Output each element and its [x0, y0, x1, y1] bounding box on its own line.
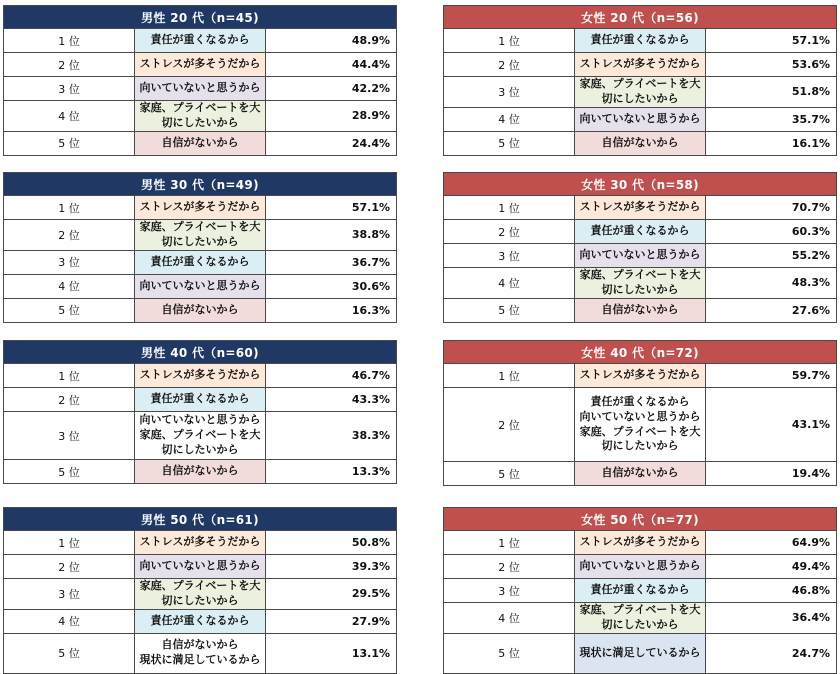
reason-cell: 家庭、プライベートを大切にしたいから — [575, 268, 706, 299]
table-title: 男性 20 代（n=45) — [4, 6, 397, 29]
table-row — [4, 364, 397, 388]
rank-cell: 3 位 — [4, 579, 135, 610]
percent-cell: 57.1% — [706, 29, 837, 53]
reason-cell: ストレスが多そうだから — [575, 364, 706, 388]
percent-cell: 70.7% — [706, 196, 837, 220]
table-row — [444, 107, 837, 131]
table-female-40s — [443, 340, 837, 486]
rank-cell: 2 位 — [444, 388, 575, 462]
table-row — [444, 77, 837, 108]
reason-cell: 現状に満足しているから — [575, 633, 706, 673]
reason-cell: 自信がないから — [135, 460, 266, 484]
percent-cell: 13.1% — [266, 633, 397, 673]
table-row — [4, 609, 397, 633]
rank-cell: 5 位 — [4, 298, 135, 322]
percent-cell: 64.9% — [706, 531, 837, 555]
table-male-50s — [3, 507, 397, 674]
rank-cell: 3 位 — [4, 250, 135, 274]
table-row — [4, 53, 397, 77]
reason-cell: 責任が重くなるから — [575, 29, 706, 53]
percent-cell: 60.3% — [706, 220, 837, 244]
rank-cell: 5 位 — [444, 298, 575, 322]
reason-cell: 責任が重くなるから — [575, 579, 706, 603]
reason-cell: 自信がないから — [575, 462, 706, 486]
reason-cell: 自信がないから — [575, 298, 706, 322]
percent-cell: 50.8% — [266, 531, 397, 555]
percent-cell: 24.7% — [706, 633, 837, 673]
percent-cell: 42.2% — [266, 77, 397, 101]
percent-cell: 39.3% — [266, 555, 397, 579]
table-row — [4, 29, 397, 53]
table-title: 女性 50 代（n=77) — [444, 508, 837, 531]
percent-cell: 48.3% — [706, 268, 837, 299]
table-row — [4, 555, 397, 579]
percent-cell: 36.7% — [266, 250, 397, 274]
rank-cell: 1 位 — [444, 196, 575, 220]
percent-cell: 53.6% — [706, 53, 837, 77]
rank-cell: 2 位 — [444, 220, 575, 244]
rank-cell: 2 位 — [444, 53, 575, 77]
rank-cell: 1 位 — [4, 29, 135, 53]
rank-cell: 5 位 — [4, 633, 135, 673]
reason-cell: ストレスが多そうだから — [135, 53, 266, 77]
table-row — [444, 531, 837, 555]
reason-cell: 家庭、プライベートを大切にしたいから — [135, 579, 266, 610]
rank-cell: 1 位 — [4, 196, 135, 220]
reason-cell: 向いていないと思うから 家庭、プライベートを大切にしたいから — [135, 412, 266, 460]
table-row — [444, 53, 837, 77]
reason-cell: ストレスが多そうだから — [575, 196, 706, 220]
percent-cell: 43.3% — [266, 388, 397, 412]
reason-cell: 向いていないと思うから — [135, 77, 266, 101]
percent-cell: 44.4% — [266, 53, 397, 77]
table-row — [4, 131, 397, 155]
table-title: 女性 20 代（n=56) — [444, 6, 837, 29]
table-row — [4, 531, 397, 555]
table-row — [444, 298, 837, 322]
rank-cell: 2 位 — [4, 555, 135, 579]
table-row — [444, 579, 837, 603]
rank-cell: 2 位 — [4, 388, 135, 412]
percent-cell: 16.3% — [266, 298, 397, 322]
reason-cell: 家庭、プライベートを大切にしたいから — [575, 77, 706, 108]
table-row — [4, 77, 397, 101]
percent-cell: 59.7% — [706, 364, 837, 388]
percent-cell: 16.1% — [706, 131, 837, 155]
rank-cell: 1 位 — [444, 29, 575, 53]
table-male-30s — [3, 172, 397, 323]
table-title: 女性 40 代（n=72) — [444, 341, 837, 364]
table-female-50s — [443, 507, 837, 674]
table-row — [4, 633, 397, 673]
reason-cell: 家庭、プライベートを大切にしたいから — [575, 603, 706, 634]
percent-cell: 38.3% — [266, 412, 397, 460]
rank-cell: 4 位 — [4, 609, 135, 633]
percent-cell: 49.4% — [706, 555, 837, 579]
percent-cell: 13.3% — [266, 460, 397, 484]
reason-cell: 責任が重くなるから — [135, 609, 266, 633]
rank-cell: 1 位 — [444, 531, 575, 555]
table-row — [4, 196, 397, 220]
percent-cell: 43.1% — [706, 388, 837, 462]
table-title: 女性 30 代（n=58) — [444, 173, 837, 196]
rank-cell: 4 位 — [444, 107, 575, 131]
rank-cell: 3 位 — [444, 579, 575, 603]
rank-cell: 1 位 — [4, 364, 135, 388]
table-row — [4, 388, 397, 412]
reason-cell: 責任が重くなるから — [575, 220, 706, 244]
reason-cell: ストレスが多そうだから — [135, 531, 266, 555]
reason-cell: 家庭、プライベートを大切にしたいから — [135, 101, 266, 132]
table-title: 男性 50 代（n=61) — [4, 508, 397, 531]
percent-cell: 55.2% — [706, 244, 837, 268]
reason-cell: 自信がないから 現状に満足しているから — [135, 633, 266, 673]
percent-cell: 19.4% — [706, 462, 837, 486]
table-row — [444, 603, 837, 634]
rank-cell: 3 位 — [444, 77, 575, 108]
table-row — [444, 268, 837, 299]
percent-cell: 24.4% — [266, 131, 397, 155]
table-row — [444, 29, 837, 53]
reason-cell: 責任が重くなるから — [135, 388, 266, 412]
table-row — [444, 364, 837, 388]
table-female-30s — [443, 172, 837, 323]
rank-cell: 5 位 — [4, 131, 135, 155]
reason-cell: 自信がないから — [135, 131, 266, 155]
reason-cell: ストレスが多そうだから — [575, 53, 706, 77]
percent-cell: 38.8% — [266, 220, 397, 251]
percent-cell: 27.6% — [706, 298, 837, 322]
reason-cell: 向いていないと思うから — [575, 555, 706, 579]
table-row — [4, 101, 397, 132]
table-row — [444, 388, 837, 462]
rank-cell: 2 位 — [444, 555, 575, 579]
rank-cell: 4 位 — [444, 268, 575, 299]
table-row — [4, 412, 397, 460]
percent-cell: 46.7% — [266, 364, 397, 388]
reason-cell: 向いていないと思うから — [135, 555, 266, 579]
rank-cell: 5 位 — [4, 460, 135, 484]
reason-cell: 向いていないと思うから — [575, 107, 706, 131]
percent-cell: 35.7% — [706, 107, 837, 131]
rank-cell: 3 位 — [4, 412, 135, 460]
rank-cell: 4 位 — [444, 603, 575, 634]
reason-cell: 自信がないから — [135, 298, 266, 322]
table-row — [444, 196, 837, 220]
reason-cell: 自信がないから — [575, 131, 706, 155]
table-row — [444, 555, 837, 579]
rank-cell: 4 位 — [4, 274, 135, 298]
reason-cell: 責任が重くなるから — [135, 250, 266, 274]
percent-cell: 27.9% — [266, 609, 397, 633]
table-row — [444, 462, 837, 486]
rank-cell: 3 位 — [444, 244, 575, 268]
table-row — [4, 250, 397, 274]
table-female-20s — [443, 5, 837, 156]
table-male-40s — [3, 340, 397, 484]
rank-cell: 1 位 — [444, 364, 575, 388]
table-male-20s — [3, 5, 397, 156]
rank-cell: 4 位 — [4, 101, 135, 132]
table-row — [4, 274, 397, 298]
table-row — [4, 460, 397, 484]
reason-cell: 向いていないと思うから — [135, 274, 266, 298]
reason-cell: ストレスが多そうだから — [575, 531, 706, 555]
reason-cell: 責任が重くなるから 向いていないと思うから 家庭、プライベートを大切にしたいから — [575, 388, 706, 462]
reason-cell: 向いていないと思うから — [575, 244, 706, 268]
rank-cell: 2 位 — [4, 53, 135, 77]
percent-cell: 30.6% — [266, 274, 397, 298]
table-row — [444, 633, 837, 673]
table-row — [444, 244, 837, 268]
table-title: 男性 40 代（n=60) — [4, 341, 397, 364]
rank-cell: 5 位 — [444, 462, 575, 486]
percent-cell: 46.8% — [706, 579, 837, 603]
percent-cell: 48.9% — [266, 29, 397, 53]
rank-cell: 2 位 — [4, 220, 135, 251]
percent-cell: 29.5% — [266, 579, 397, 610]
rank-cell: 5 位 — [444, 131, 575, 155]
percent-cell: 36.4% — [706, 603, 837, 634]
table-title: 男性 30 代（n=49) — [4, 173, 397, 196]
table-row — [4, 579, 397, 610]
percent-cell: 57.1% — [266, 196, 397, 220]
table-row — [4, 220, 397, 251]
reason-cell: 家庭、プライベートを大切にしたいから — [135, 220, 266, 251]
rank-cell: 3 位 — [4, 77, 135, 101]
reason-cell: 責任が重くなるから — [135, 29, 266, 53]
table-row — [444, 131, 837, 155]
reason-cell: ストレスが多そうだから — [135, 364, 266, 388]
percent-cell: 28.9% — [266, 101, 397, 132]
reason-cell: ストレスが多そうだから — [135, 196, 266, 220]
rank-cell: 1 位 — [4, 531, 135, 555]
table-row — [4, 298, 397, 322]
table-row — [444, 220, 837, 244]
rank-cell: 5 位 — [444, 633, 575, 673]
percent-cell: 51.8% — [706, 77, 837, 108]
